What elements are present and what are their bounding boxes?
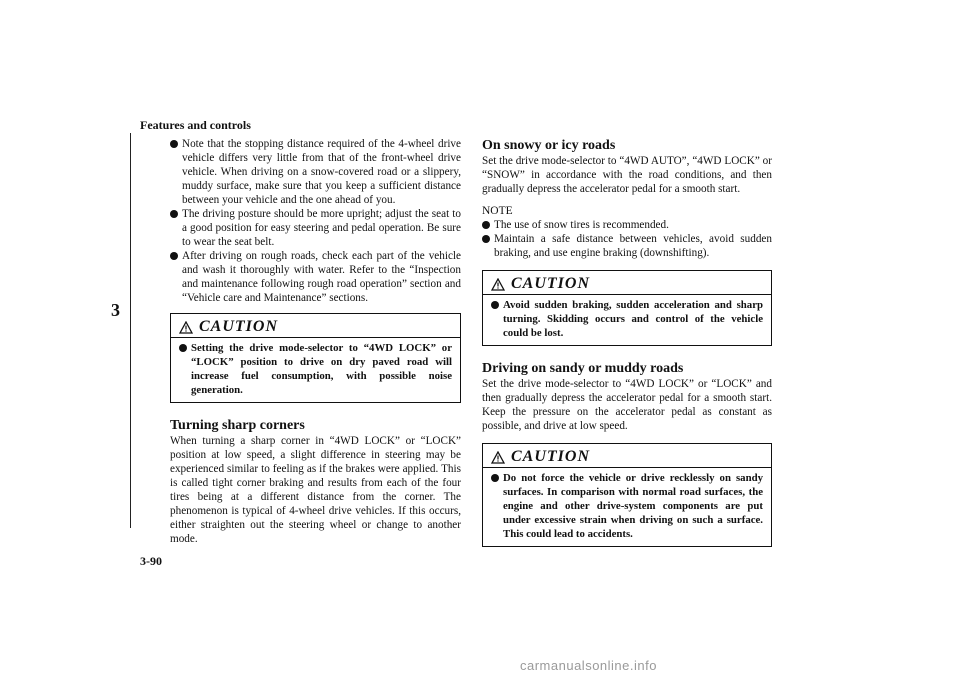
chapter-divider-line	[130, 133, 131, 528]
caution-box	[482, 443, 772, 547]
note-label: NOTE	[482, 205, 513, 217]
turning-section	[170, 417, 461, 546]
caution-text: Do not force the vehicle or drive recklessly on sandy surfaces. In comparison with normal road surfaces, the engine and other drive-system components are put under excessive strain when driving on such a surface. This could lead to accidents.	[491, 471, 763, 541]
section-body: Set the drive mode-selector to “4WD LOCK” or “LOCK” and then gradually depress the accelerator pedal for a smooth start. Keep the pressure on the accelerator pedal as constant as possible, and drive at low speed.	[482, 378, 772, 432]
caution-box	[170, 313, 461, 403]
section-heading: Turning sharp corners	[170, 418, 305, 433]
running-header: Features and controls	[140, 118, 251, 132]
bullet-item: Note that the stopping distance required of the 4-wheel drive vehicle differs very little from that of the front-wheel drive vehicle. When driving on a snow-covered road or a slippery, muddy surface, make sure that you keep a sufficient distance between your vehicle and the one ahead of you.	[170, 137, 461, 207]
note-item: Maintain a safe distance between vehicles, avoid sudden braking, and use engine braking (downshifting).	[482, 232, 772, 260]
chapter-tab: 3	[111, 300, 120, 320]
bullet-dot-icon	[482, 235, 490, 243]
caution-text: Setting the drive mode-selector to “4WD LOCK” or “LOCK” position to drive on dry paved road will increase fuel consumption, with possible noise generation.	[179, 341, 452, 397]
section-body: When turning a sharp corner in “4WD LOCK” or “LOCK” position at low speed, a slight difference in steering may be experienced similar to feeling as if the brakes were applied. This is called tight corner braking and results from each of the four tires being at a different distance from the corner. The phenomenon is typical of 4-wheel drive vehicles. If this occurs, either straighten out the steering wheel or change to another mode.	[170, 435, 461, 545]
caution-box	[482, 270, 772, 346]
caution-header	[483, 447, 771, 468]
page-number: 3-90	[140, 554, 162, 568]
section-heading: On snowy or icy roads	[482, 138, 616, 153]
bullet-dot-icon	[170, 210, 178, 218]
caution-title: CAUTION	[511, 448, 591, 465]
bullet-dot-icon	[482, 221, 490, 229]
note-item: The use of snow tires is recommended.	[482, 218, 772, 232]
bullet-dot-icon	[491, 301, 499, 309]
bullet-dot-icon	[491, 474, 499, 482]
caution-header	[483, 274, 771, 295]
caution-title: CAUTION	[199, 318, 279, 335]
sandy-section	[482, 360, 772, 433]
bullet-dot-icon	[170, 252, 178, 260]
caution-title: CAUTION	[511, 275, 591, 292]
section-heading: Driving on sandy or muddy roads	[482, 361, 684, 376]
warning-triangle-icon	[179, 321, 193, 334]
caution-header	[171, 317, 460, 338]
bullet-dot-icon	[179, 344, 187, 352]
caution-text: Avoid sudden braking, sudden acceleration and sharp turning. Skidding occurs and control of the vehicle could be lost.	[491, 298, 763, 340]
bullet-item: After driving on rough roads, check each part of the vehicle and wash it thoroughly with water. Refer to the “Inspection and maintenance following rough road operation” section and “Vehicle care and Maintenance” sections.	[170, 249, 461, 305]
section-body: Set the drive mode-selector to “4WD AUTO”, “4WD LOCK” or “SNOW” in accordance with the road conditions, and then gradually depress the accelerator pedal for a smooth start.	[482, 155, 772, 195]
left-column	[170, 137, 461, 546]
warning-triangle-icon	[491, 451, 505, 464]
bullet-item: The driving posture should be more upright; adjust the seat to a good position for easy steering and pedal operation. Be sure to wear the seat belt.	[170, 207, 461, 249]
bullet-dot-icon	[170, 140, 178, 148]
watermark: carmanualsonline.info	[520, 658, 657, 673]
right-column	[482, 137, 772, 547]
warning-triangle-icon	[491, 278, 505, 291]
